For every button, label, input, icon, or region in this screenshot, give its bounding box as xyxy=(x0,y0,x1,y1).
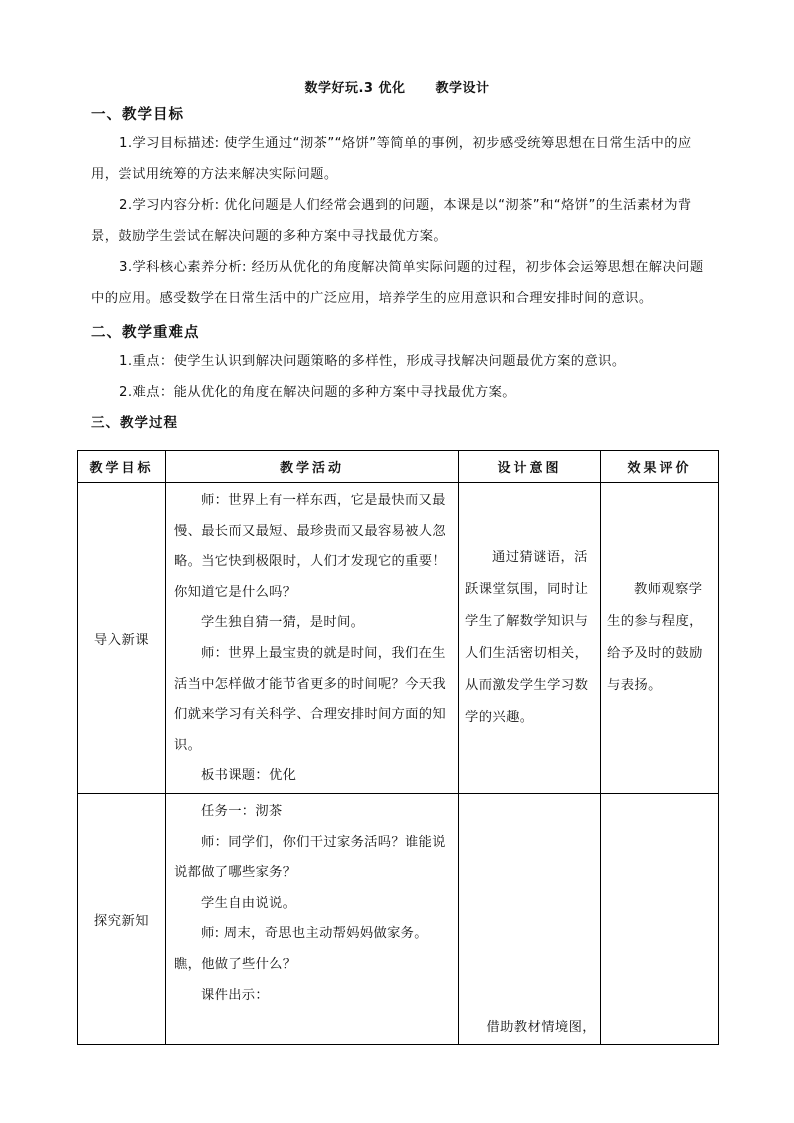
section-heading-key-points: 二、教学重难点 xyxy=(91,325,200,341)
activity-paragraph: 学生独自猜一猜，是时间。 xyxy=(201,615,365,631)
header-activity: 教学活动 xyxy=(166,451,459,483)
row-activity-intro xyxy=(166,483,459,794)
table-row xyxy=(78,483,719,794)
row-intent-intro xyxy=(459,483,601,794)
row-goal-explore: 探究新知 xyxy=(78,794,166,1045)
title-suffix: 教学设计 xyxy=(435,81,490,96)
title-main: 数学好玩.3 优化 xyxy=(304,81,406,96)
header-evaluation: 效果评价 xyxy=(601,451,719,483)
activity-paragraph: 学生自由说说。 xyxy=(201,895,297,911)
section-heading-process: 三、教学过程 xyxy=(91,415,178,431)
key-point-item-2: 2.难点：能从优化的角度在解决问题的多种方案中寻找最优方案。 xyxy=(119,385,516,400)
intent-text: 借助教材情境图， xyxy=(486,1020,596,1035)
table-header-row xyxy=(78,451,719,483)
header-goal: 教学目标 xyxy=(78,451,166,483)
row-evaluation-intro xyxy=(601,483,719,794)
goal-item-2: 2.学习内容分析: 优化问题是人们经常会遇到的问题，本课是以“沏茶”和“烙饼”的生活素材为背景，鼓励学生尝试在解决问题的多种方案中寻找最优方案。 xyxy=(91,198,692,244)
row-intent-explore xyxy=(459,794,601,1045)
goal-item-1: 1.学习目标描述: 使学生通过“沏茶”“烙饼”等简单的事例，初步感受统筹思想在日常生活中的应用，尝试用统筹的方法来解决实际问题。 xyxy=(91,136,692,182)
row-goal-intro: 导入新课 xyxy=(78,483,166,794)
activity-paragraph: 师: 周末，奇思也主动帮妈妈做家务。瞧，他做了些什么？ xyxy=(174,926,428,972)
section-heading-goals: 一、教学目标 xyxy=(91,107,184,123)
document-title xyxy=(0,77,794,96)
key-point-item-1: 1.重点：使学生认识到解决问题策略的多样性，形成寻找解决问题最优方案的意识。 xyxy=(119,354,626,369)
evaluation-text: 教师观察学生的参与程度，给予及时的鼓励与表扬。 xyxy=(607,582,703,693)
row-evaluation-explore xyxy=(601,794,719,1045)
row-activity-explore xyxy=(166,794,459,1045)
activity-paragraph: 任务一：沏茶 xyxy=(201,804,283,819)
activity-paragraph: 师：世界上最宝贵的就是时间，我们在生活当中怎样做才能节省更多的时间呢？今天我们就来学习有关科学、合理安排时间方面的知识。 xyxy=(174,645,446,753)
activity-paragraph: 板书课题：优化 xyxy=(201,768,297,784)
activity-paragraph: 师：同学们，你们干过家务活吗？谁能说说都做了哪些家务？ xyxy=(174,834,446,881)
table-row xyxy=(78,794,719,1045)
activity-paragraph: 师：世界上有一样东西，它是最快而又最慢、最长而又最短、最珍贵而又最容易被人忽略。当它快到极限时，人们才发现它的重要！你知道它是什么吗？ xyxy=(174,493,446,600)
teaching-process-table xyxy=(77,450,719,1045)
intent-text: 通过猜谜语，活跃课堂氛围，同时让学生了解数学知识与人们生活密切相关，从而激发学生学习数学的兴趣。 xyxy=(465,550,589,725)
header-intent: 设计意图 xyxy=(459,451,601,483)
goal-item-3: 3.学科核心素养分析: 经历从优化的角度解决简单实际问题的过程，初步体会运筹思想在解决问题中的应用。感受数学在日常生活中的广泛应用，培养学生的应用意识和合理安排时间的意识。 xyxy=(91,260,704,306)
activity-paragraph: 课件出示： xyxy=(201,987,269,1003)
